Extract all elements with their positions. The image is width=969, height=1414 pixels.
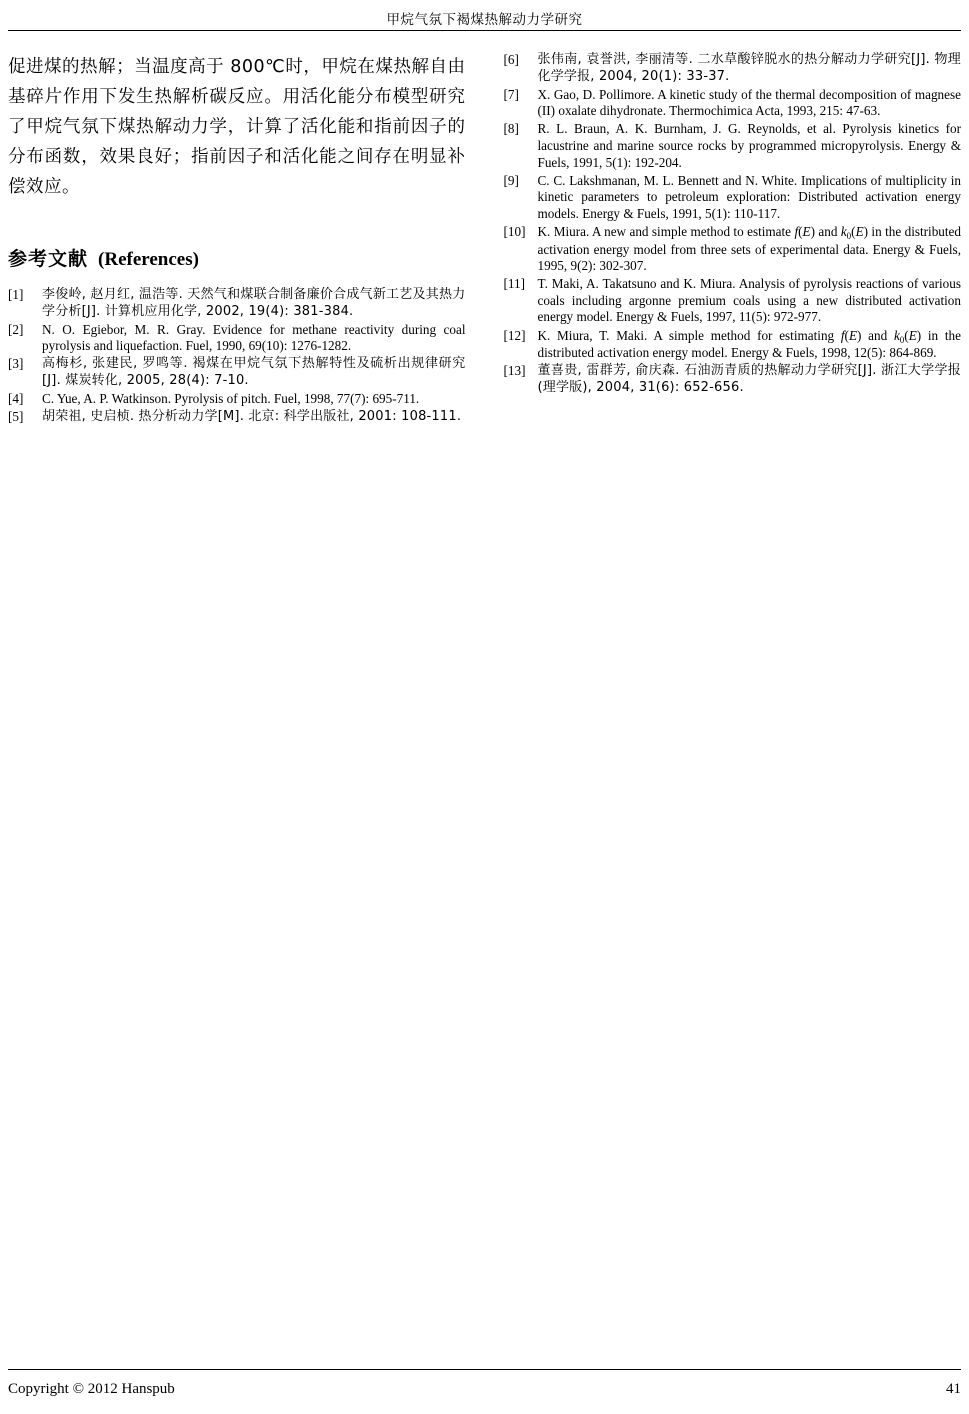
copyright-text: Copyright © 2012 Hanspub <box>8 1381 175 1397</box>
reference-entry <box>504 52 962 85</box>
reference-entry <box>504 87 962 120</box>
reference-number: [1] <box>8 287 24 302</box>
reference-entry <box>8 409 466 426</box>
reference-text: C. C. Lakshmanan, M. L. Bennett and N. White. Implications of multiplicity in kinetic parameters to petroleum exploration: Distributed activation energy models. Energy & Fuels, 1991, 5(1): 110-117. <box>537 172 961 221</box>
reference-entry <box>8 356 466 389</box>
reference-list-right <box>504 52 962 396</box>
reference-number: [12] <box>503 327 526 343</box>
reference-text: 高梅杉, 张建民, 罗鸣等. 褐煤在甲烷气氛下热解特性及硫析出规律研究[J]. 煤炭转化, 2005, 28(4): 7-10. <box>42 356 466 388</box>
reference-entry <box>8 287 466 320</box>
footer-rule <box>8 1369 961 1370</box>
reference-text: 董喜贵, 雷群芳, 俞庆森. 石油沥青质的热解动力学研究[J]. 浙江大学学报(理学版), 2004, 31(6): 652-656. <box>537 363 961 395</box>
reference-text: 胡荣祖, 史启桢. 热分析动力学[M]. 北京: 科学出版社, 2001: 108-111. <box>42 409 462 425</box>
reference-text: X. Gao, D. Pollimore. A kinetic study of the thermal decomposition of magnese (II) oxalate dihydronate. Thermochimica Acta, 1993, 215: 47-63. <box>537 86 961 119</box>
reference-number: [2] <box>8 321 24 337</box>
references-heading-cn: 参考文献 <box>8 248 89 270</box>
header-rule <box>8 30 961 31</box>
left-column <box>8 52 466 427</box>
conclusion-paragraph: 促进煤的热解；当温度高于 800℃时，甲烷在煤热解自由基碎片作用下发生热解析碳反应。用活化能分布模型研究了甲烷气氛下煤热解动力学，计算了活化能和指前因子的分布函数，效果良好；指前因子和活化能之间存在明显补偿效应。 <box>8 57 466 197</box>
reference-entry <box>504 328 962 362</box>
reference-entry <box>504 173 962 223</box>
reference-number: [9] <box>503 172 519 188</box>
reference-text: K. Miura, T. Maki. A simple method for estimating f(E) and $k_0(E)$ in the distributed activation energy model. Energy & Fuels, 1998, 12(5): 864-869. <box>537 327 962 361</box>
reference-number: [10] <box>503 223 526 239</box>
reference-number: [5] <box>8 409 24 425</box>
running-head: 甲烷气氛下褐煤热解动力学研究 <box>386 12 583 28</box>
reference-entry <box>504 363 962 396</box>
reference-entry <box>8 322 466 355</box>
reference-text: C. Yue, A. P. Watkinson. Pyrolysis of pitch. Fuel, 1998, 77(7): 695-711. <box>42 391 420 407</box>
right-column <box>504 52 962 427</box>
reference-text: R. L. Braun, A. K. Burnham, J. G. Reynolds, et al. Pyrolysis kinetics for lacustrine and marine source rocks by programmed micropyrolysis. Energy & Fuels, 1991, 5(1): 192-204. <box>537 121 961 170</box>
reference-number: [3] <box>8 356 24 372</box>
reference-number: [8] <box>503 121 519 137</box>
references-heading-en: (References) <box>98 249 199 270</box>
reference-entry <box>504 224 962 275</box>
reference-entry <box>504 276 962 326</box>
reference-text: 张伟南, 袁誉洪, 李丽清等. 二水草酸锌脱水的热分解动力学研究[J]. 物理化学学报, 2004, 20(1): 33-37. <box>537 52 961 84</box>
reference-entry <box>504 121 962 171</box>
reference-text: N. O. Egiebor, M. R. Gray. Evidence for methane reactivity during coal pyrolysis and liquefaction. Fuel, 1990, 69(10): 1276-1282. <box>42 321 466 354</box>
reference-number: [6] <box>503 52 519 67</box>
reference-number: [4] <box>8 391 24 407</box>
reference-number: [13] <box>503 363 526 379</box>
two-column-body <box>8 52 961 427</box>
reference-entry <box>8 391 466 408</box>
reference-text: T. Maki, A. Takatsuno and K. Miura. Analysis of pyrolysis reactions of various coals including argonne premium coals using a new distributed activation energy model. Energy & Fuels, 1997, 11(5): 972-977. <box>537 276 961 325</box>
reference-number: [11] <box>503 276 525 292</box>
reference-list-left <box>8 287 466 426</box>
page-footer <box>8 1381 961 1398</box>
reference-text: K. Miura. A new and simple method to estimate f(E) and $k_0(E)$ in the distributed activation energy model from three sets of experimental data. Energy & Fuels, 1995, 9(2): 302-307. <box>537 223 962 274</box>
references-heading <box>8 244 466 271</box>
reference-number: [7] <box>503 86 519 102</box>
page-number: 41 <box>946 1381 961 1397</box>
reference-text: 李俊岭, 赵月红, 温浩等. 天然气和煤联合制备廉价合成气新工艺及其热力学分析[J]. 计算机应用化学, 2002, 19(4): 381-384. <box>42 287 466 319</box>
